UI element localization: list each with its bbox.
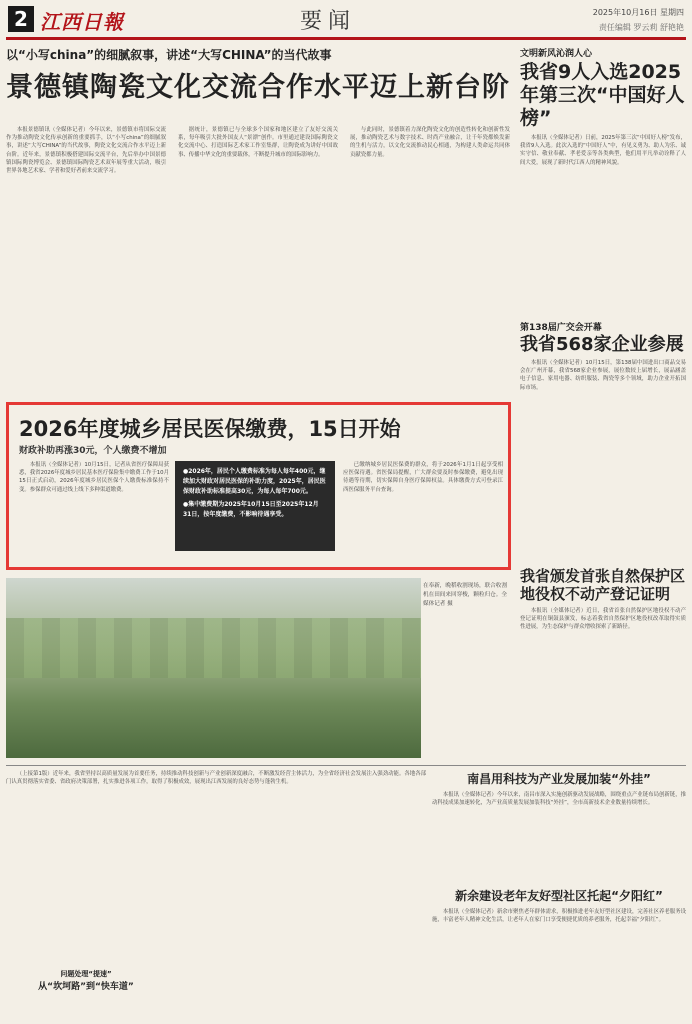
nanchang-tech-headline: 南昌用科技为产业发展加装“外挂” — [467, 772, 651, 786]
medical-insurance-story — [6, 402, 511, 570]
box-highlight — [175, 461, 335, 551]
lead-story — [6, 46, 511, 104]
editors-line: 责任编辑 罗云莉 舒艳艳 — [598, 23, 684, 32]
masthead-rule — [6, 37, 686, 40]
good-people-body: 本报讯（全媒体记者）日前，2025年第三次“中国好人榜”发布，我省9人入选。此次入选的“中国好人”中，有见义勇为、助人为乐、诚实守信、敬业奉献、孝老爱亲等各类典型，他们用平凡举动诠释了人间大爱，展现了新时代江西人的精神风貌。 — [520, 135, 686, 166]
lead-kicker: 以“小写china”的细腻叙事，讲述“大写CHINA”的当代故事 — [6, 48, 332, 62]
nature-reserve-body: 本报讯（全媒体记者）近日，我省首张自然保护区地役权不动产登记证明在铜鼓县颁发，标志着我省自然保护区地役权改革取得实质性进展，为生态保护与群众增收探索了新路径。 — [520, 608, 686, 631]
harvest-photo — [6, 578, 421, 758]
good-people-kicker: 文明新风沁润人心 — [520, 49, 593, 59]
field-rows — [6, 618, 421, 678]
box-subheadline: 财政补助再涨30元，个人缴费不增加 — [19, 446, 167, 456]
bottom-left-body: （上接第1版）近年来，我省坚持以高质量发展为首要任务，持续推动科技创新与产业创新深度融合，不断激发经营主体活力，为全省经济社会发展注入强劲动能。各地各部门认真贯彻落实省委、省政府决策部署，扎实推进各项工作，取得了积极成效，展现出江西发展的良好态势与蓬勃生机。 — [6, 771, 426, 786]
bottom-left-story — [6, 770, 426, 992]
lead-column-2: 据统计，景德镇已与全球多个国家和地区建立了友好交流关系，每年吸引大批外国友人“景漂”创作。市里通过建设国际陶瓷文化交流中心、打造国际艺术家工作室集群，让陶瓷成为讲好中国故事、传播中华文化的重要载体，不断提升城市的国际影响力。 — [178, 127, 338, 158]
xinyu-community-body: 本报讯（全媒体记者）新余市聚焦老年群体需求，积极推进老年友好型社区建设，完善社区养老服务设施，丰富老年人精神文化生活，让老年人在家门口享受便捷优质的养老服务，托起幸福“夕阳红”。 — [432, 909, 686, 924]
page-number: 2 — [8, 6, 34, 32]
box-headline: 2026年度城乡居民医保缴费，15日开始 — [19, 417, 401, 441]
bottom-left-headline: 从“坎坷路”到“快车道” — [38, 982, 134, 992]
xinyu-community-headline: 新余建设老年友好型社区托起“夕阳红” — [455, 889, 663, 903]
photo-caption: 在奉新，晚稻收割现场，联合收割机在田间来回穿梭，颗粒归仓。全媒体记者 摄 — [423, 583, 507, 607]
lead-headline: 景德镇陶瓷文化交流合作水平迈上新台阶 — [6, 72, 510, 103]
box-column-1: 本报讯（全媒体记者）10月15日，记者从省医疗保障局获悉，我省2026年度城乡居民基本医疗保险集中缴费工作于10月15日正式启动，2026年度城乡居民医保个人缴费标准保持不变。参保群众可通过线上线下多种渠道缴费。 — [19, 462, 169, 493]
box-column-3: 已缴纳城乡居民医保费的群众，将于2026年1月1日起享受相应医保待遇。省医保局提醒，广大群众要及时参保缴费，避免出现待遇等待期，切实保障自身医疗保障权益。具体缴费方式可登录江西医保服务平台查询。 — [343, 462, 503, 493]
bottom-left-kicker: 问题处理“提速” — [60, 970, 112, 978]
good-people-headline: 我省9人入选2025年第三次“中国好人榜” — [520, 61, 685, 129]
nature-reserve-headline: 我省颁发首张自然保护区地役权不动产登记证明 — [520, 567, 686, 603]
issue-date: 2025年10月16日 星期四 — [592, 8, 684, 17]
lead-column-3: 与此同时，景德镇着力深化陶瓷文化的创造性转化和创新性发展，推动陶瓷艺术与数字技术、时尚产业融合，让千年瓷都焕发新的生机与活力，以文化交流推动民心相通，为构建人类命运共同体贡献瓷都力量。 — [350, 127, 510, 158]
canton-fair-kicker: 第138届广交会开幕 — [520, 323, 602, 333]
bottom-right-stories — [432, 770, 686, 1008]
highlight-point-1: ●2026年，居民个人缴费标准为每人每年400元，继续加大财政对居民医保的补助力度，2025年，居民医保财政补助标准提高30元，为每人每年700元。 — [183, 468, 326, 495]
right-column — [520, 46, 686, 747]
bottom-divider — [6, 765, 686, 766]
canton-fair-headline: 我省568家企业参展 — [520, 334, 684, 355]
masthead — [0, 0, 692, 44]
canton-fair-body: 本报讯（全媒体记者）10月15日，第138届中国进出口商品交易会在广州开幕，我省568家企业参展，展位数较上届增长，展品涵盖电子信息、家用电器、纺织服装、陶瓷等多个领域，助力企业开拓国际市场。 — [520, 360, 686, 391]
section-title: 要闻 — [300, 9, 357, 34]
nanchang-tech-body: 本报讯（全媒体记者）今年以来，南昌市深入实施创新驱动发展战略，围绕重点产业链布局创新链，推动科技成果加速转化，为产业高质量发展加装科技“外挂”，全市高新技术企业数量持续增长。 — [432, 792, 686, 807]
paper-logo: 江西日報 — [40, 10, 124, 34]
lead-column-1: 本报景德镇讯（全媒体记者）今年以来，景德镇市将国际交流作为推动陶瓷文化传承创新的重要抓手，以“小写china”的细腻叙事，讲述“大写CHINA”的当代故事，陶瓷文化交流合作水平迈上新台阶。近年来，景德镇积极搭建国际交流平台，先后举办中国景德镇国际陶瓷博览会、景德镇国际陶瓷艺术双年展等重大活动，吸引世界各地艺术家、学者和爱好者前来交流学习。 — [6, 127, 166, 175]
highlight-point-2: ●集中缴费期为2025年10月15日至2025年12月31日，按年度缴费，不影响待遇享受。 — [183, 501, 319, 518]
